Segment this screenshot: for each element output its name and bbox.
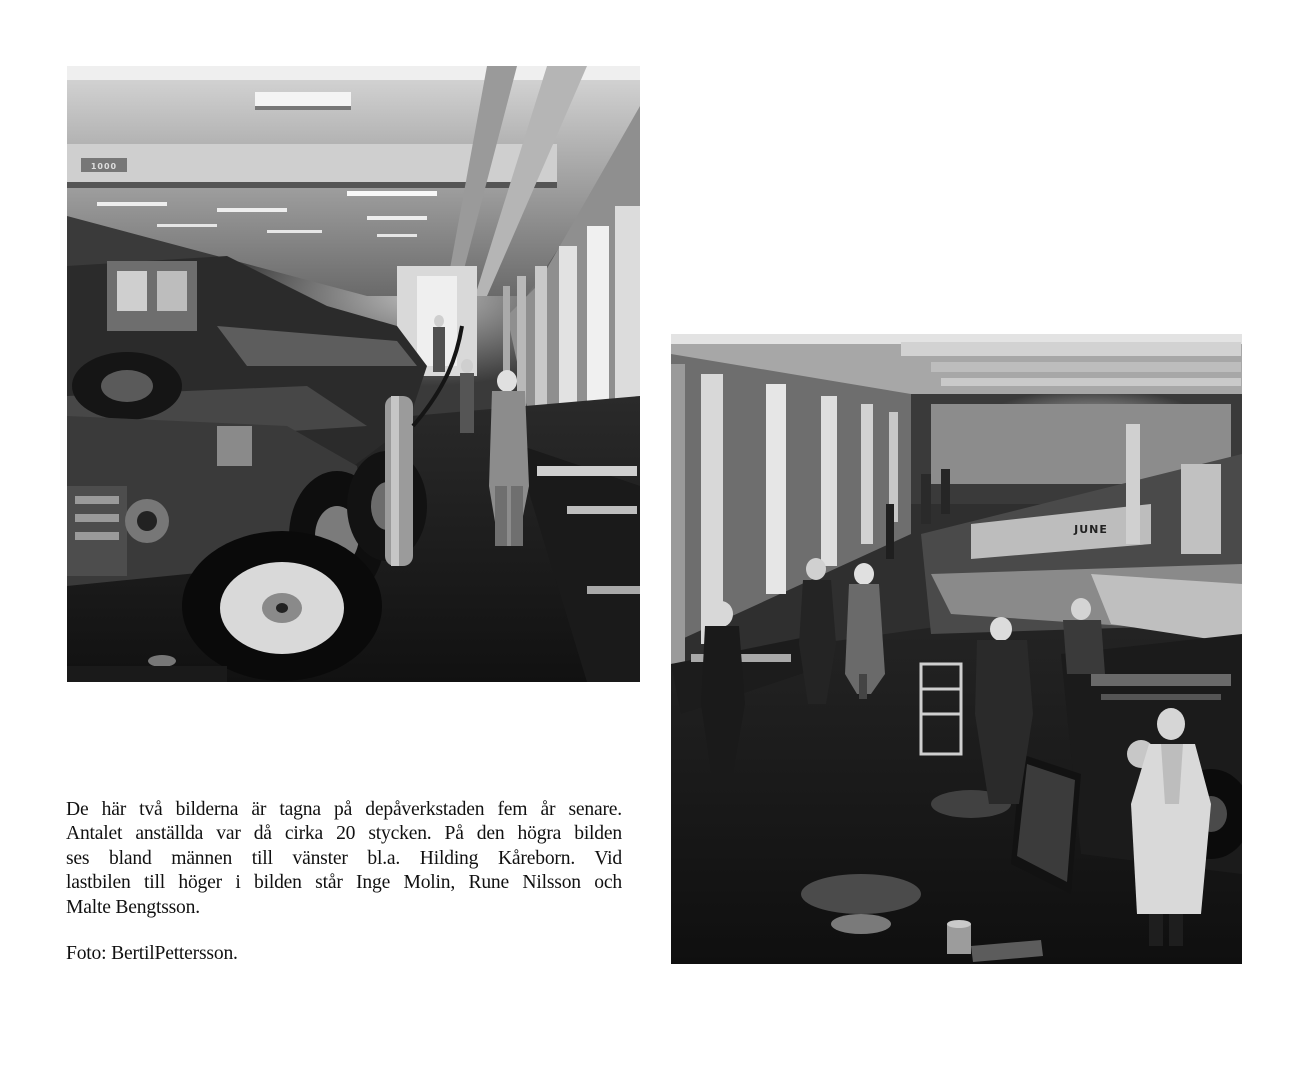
photo-caption — [66, 798, 622, 920]
caption-line: Antalet anställda var då cirka 20 stycken. På den högra bilden — [66, 823, 622, 845]
caption-line: Malte Bengtsson. — [66, 896, 200, 918]
truck-lettering-text: JUNE — [1074, 523, 1108, 536]
photo-credit: Foto: BertilPettersson. — [66, 943, 238, 964]
workshop-photo-left — [67, 66, 640, 682]
caption-line: ses bland männen till vänster bl.a. Hilding Kåreborn. Vid — [66, 847, 622, 869]
beam-sign-text: 1000 — [90, 162, 118, 171]
caption-line: lastbilen till höger i bilden står Inge Molin, Rune Nilsson och — [66, 872, 622, 894]
caption-line: De här två bilderna är tagna på depåverkstaden fem år senare. — [66, 799, 622, 820]
workshop-photo-right — [671, 334, 1242, 964]
